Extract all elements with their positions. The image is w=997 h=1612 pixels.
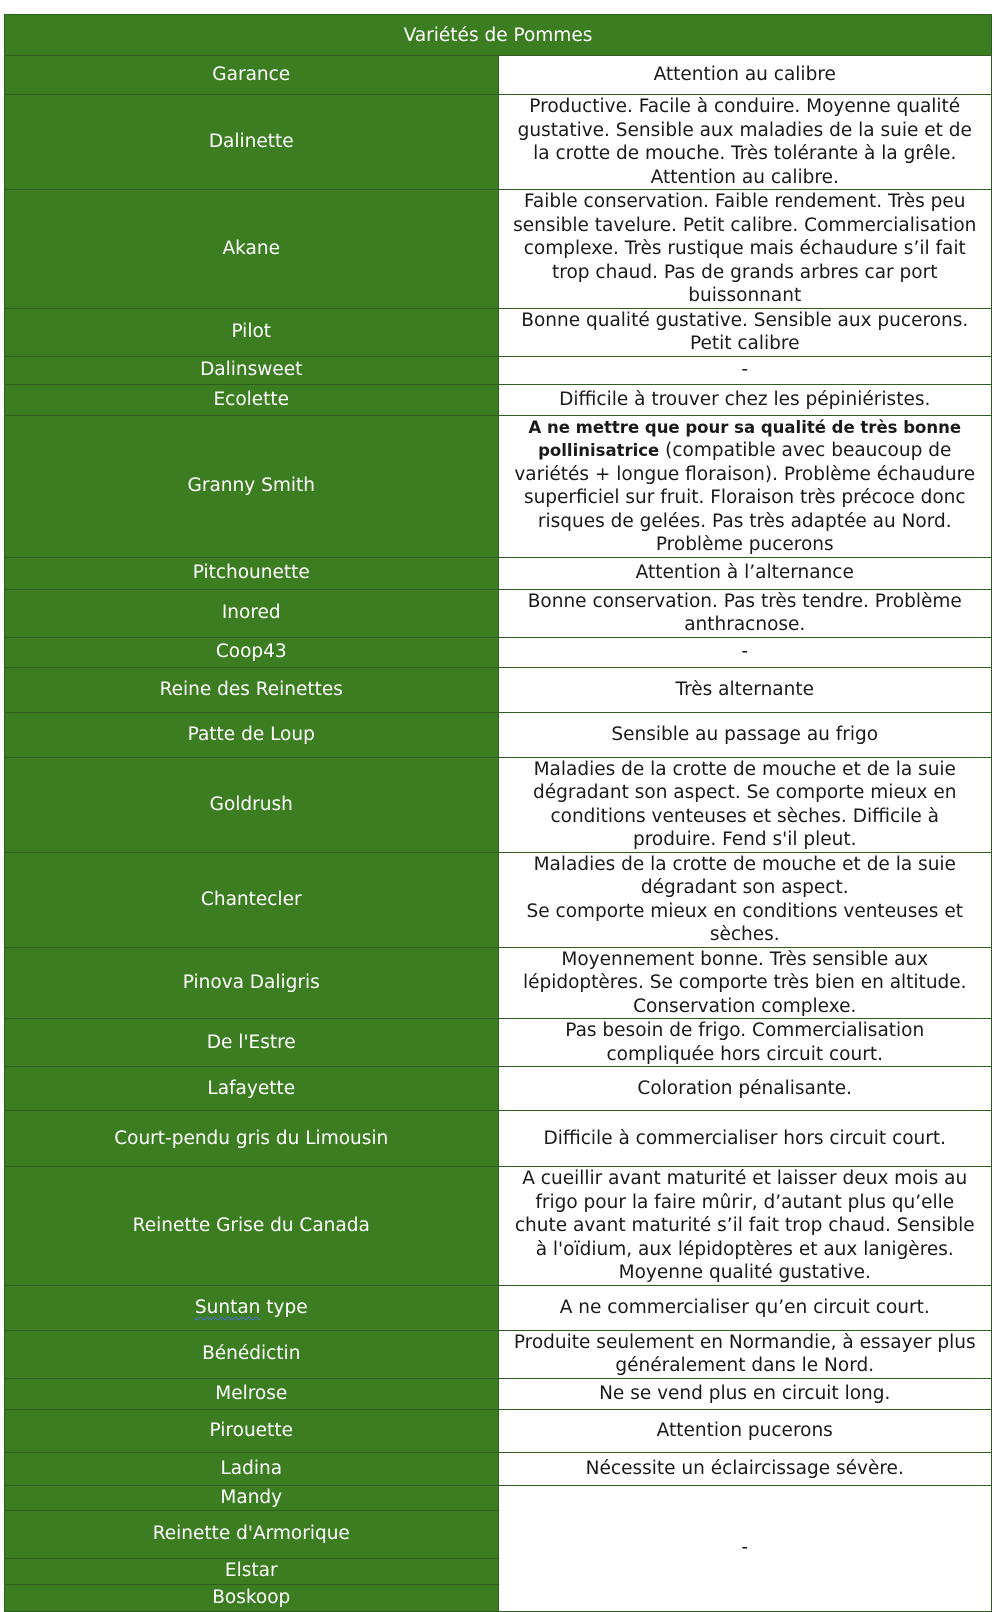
variety-name-main: Suntan — [194, 1296, 261, 1318]
variety-note-line-1: Maladies de la crotte de mouche et de la suie dégradant son aspect. — [533, 853, 956, 898]
variety-note: Pas besoin de frigo. Commercialisation compliquée hors circuit court. — [498, 1019, 992, 1067]
variety-name: Boskoop — [5, 1584, 499, 1611]
variety-note: Productive. Facile à conduire. Moyenne qualité gustative. Sensible aux maladies de la suie et de la crotte de mouche. Très tolérante à la grêle. Attention au calibre. — [498, 95, 992, 190]
variety-note: Attention pucerons — [498, 1409, 992, 1452]
table-row — [5, 384, 992, 415]
table-row — [5, 947, 992, 1019]
variety-note: - — [498, 356, 992, 384]
variety-name: Bénédictin — [5, 1330, 499, 1378]
variety-name: Pinova Daligris — [5, 947, 499, 1019]
variety-note: Coloration pénalisante. — [498, 1067, 992, 1111]
table-row — [5, 1167, 992, 1286]
variety-note-emphasis: A ne mettre que pour sa qualité de très bonne pollinisatrice — [528, 417, 962, 460]
variety-note: A cueillir avant maturité et laisser deux mois au frigo pour la faire mûrir, d’autant plus qu’elle chute avant maturité s’il fait trop chaud. Sensible à l'oïdium, aux lépidoptères et aux lanigères. Moyenne qualité gustative. — [498, 1167, 992, 1286]
variety-note: Bonne conservation. Pas très tendre. Problème anthracnose. — [498, 589, 992, 637]
variety-name: Dalinsweet — [5, 356, 499, 384]
variety-note — [498, 415, 992, 557]
variety-name-suffix: type — [260, 1296, 308, 1318]
table-row — [5, 667, 992, 712]
variety-note: Sensible au passage au frigo — [498, 712, 992, 757]
variety-note: Moyennement bonne. Très sensible aux lépidoptères. Se comporte très bien en altitude. Conservation complexe. — [498, 947, 992, 1019]
shared-variety-note: - — [498, 1485, 992, 1611]
table-row — [5, 415, 992, 557]
varieties-table — [4, 14, 992, 1612]
table-row — [5, 356, 992, 384]
variety-note: Nécessite un éclaircissage sévère. — [498, 1452, 992, 1485]
variety-note: Produite seulement en Normandie, à essayer plus généralement dans le Nord. — [498, 1330, 992, 1378]
variety-note-line-2: Se comporte mieux en conditions venteuses et sèches. — [526, 900, 963, 945]
variety-note: Attention à l’alternance — [498, 557, 992, 589]
variety-name: Pirouette — [5, 1409, 499, 1452]
variety-name: Melrose — [5, 1378, 499, 1409]
variety-note: A ne commercialiser qu’en circuit court. — [498, 1285, 992, 1330]
table-row — [5, 637, 992, 667]
table-row — [5, 1111, 992, 1167]
variety-name — [5, 1285, 499, 1330]
variety-name: Goldrush — [5, 757, 499, 852]
variety-note: Ne se vend plus en circuit long. — [498, 1378, 992, 1409]
variety-name: Ecolette — [5, 384, 499, 415]
variety-name: Chantecler — [5, 852, 499, 947]
table-row — [5, 1452, 992, 1485]
variety-name: Coop43 — [5, 637, 499, 667]
variety-name: Reinette d'Armorique — [5, 1510, 499, 1558]
table-row — [5, 1485, 992, 1510]
table-header-row — [5, 15, 992, 56]
table-row — [5, 308, 992, 356]
variety-note: Difficile à commercialiser hors circuit court. — [498, 1111, 992, 1167]
table-row — [5, 589, 992, 637]
table-row — [5, 95, 992, 190]
variety-name: Pitchounette — [5, 557, 499, 589]
variety-name: Inored — [5, 589, 499, 637]
variety-name: Reinette Grise du Canada — [5, 1167, 499, 1286]
table-row — [5, 1019, 992, 1067]
table-row — [5, 1330, 992, 1378]
table-row — [5, 757, 992, 852]
table-row — [5, 190, 992, 309]
variety-name: Ladina — [5, 1452, 499, 1485]
variety-note: Maladies de la crotte de mouche et de la suie dégradant son aspect. Se comporte mieux en conditions venteuses et sèches. Difficile à produire. Fend s'il pleut. — [498, 757, 992, 852]
table-row — [5, 852, 992, 947]
variety-name: Dalinette — [5, 95, 499, 190]
variety-name: Pilot — [5, 308, 499, 356]
table-row — [5, 1285, 992, 1330]
variety-note: Difficile à trouver chez les pépiniéristes. — [498, 384, 992, 415]
variety-name: Patte de Loup — [5, 712, 499, 757]
variety-name: Mandy — [5, 1485, 499, 1510]
variety-name: De l'Estre — [5, 1019, 499, 1067]
variety-note: Attention au calibre — [498, 56, 992, 95]
variety-name: Elstar — [5, 1558, 499, 1584]
variety-name: Garance — [5, 56, 499, 95]
variety-name: Granny Smith — [5, 415, 499, 557]
variety-note-rest: (compatible avec beaucoup de variétés + longue floraison). Problème échaudure superficiel sur fruit. Floraison très précoce donc risques de gelées. Pas très adaptée au Nord. Problème pucerons — [514, 440, 976, 555]
variety-note: Bonne qualité gustative. Sensible aux pucerons. Petit calibre — [498, 308, 992, 356]
variety-note: Faible conservation. Faible rendement. Très peu sensible tavelure. Petit calibre. Commercialisation complexe. Très rustique mais échaudure s’il fait trop chaud. Pas de grands arbres car port buissonnant — [498, 190, 992, 309]
table-row — [5, 712, 992, 757]
table-title: Variétés de Pommes — [5, 15, 992, 56]
table-row — [5, 56, 992, 95]
variety-note: Très alternante — [498, 667, 992, 712]
table-row — [5, 557, 992, 589]
variety-name: Court-pendu gris du Limousin — [5, 1111, 499, 1167]
variety-name: Reine des Reinettes — [5, 667, 499, 712]
variety-name: Akane — [5, 190, 499, 309]
table-row — [5, 1067, 992, 1111]
table-row — [5, 1409, 992, 1452]
variety-note: - — [498, 637, 992, 667]
variety-name: Lafayette — [5, 1067, 499, 1111]
table-row — [5, 1378, 992, 1409]
variety-note — [498, 852, 992, 947]
